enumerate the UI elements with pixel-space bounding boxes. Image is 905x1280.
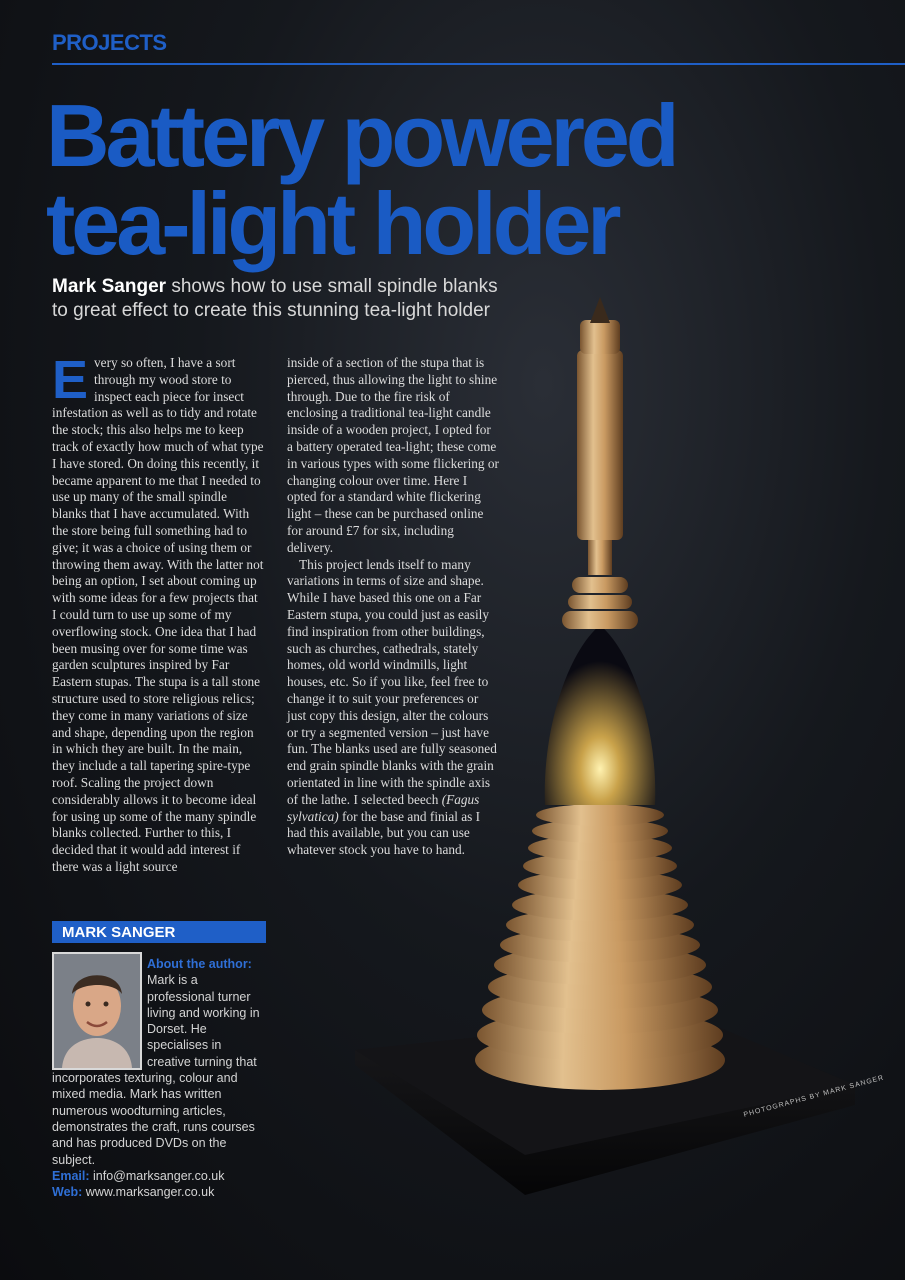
pierced-dome <box>545 625 656 805</box>
web-value[interactable]: www.marksanger.co.uk <box>82 1185 215 1200</box>
about-text: Mark is a professional turner living and working in Dorset. He specialises in creative turning that incorporates texturing, colour and mixed media. Mark has written numerous woodturning articles, demonstrates the craft, runs courses and has produced DVDs on the subject. <box>52 973 260 1167</box>
photo-credit: PHOTOGRAPHS BY MARK SANGER <box>743 1074 886 1119</box>
body-column-2 <box>287 355 499 859</box>
section-label: PROJECTS <box>52 30 167 55</box>
latin-name: (Fagus sylvatica) <box>287 791 480 824</box>
article-title: Battery powered tea-light holder <box>46 86 676 273</box>
email-label: Email: <box>52 1168 90 1183</box>
about-label: About the author: <box>147 957 252 971</box>
column-1-text: very so often, I have a sort through my wood store to inspect each piece for insect infestation as well as to tidy and rotate the stock; this also helps me to keep track of exactly how much of what type I have stored. On doing this recently, it became apparent to me that I needed to use up many of the small spindle blanks that I have accumulated. With the store being full something had to give; it was a choice of using them or throwing them away. With the latter not being an option, I set about coming up with some ideas for a few projects that I could turn to use up some of my overflowing stock. One idea that I had been musing over for some time was garden sculptures inspired by Far Eastern stupas. The stupa is a tall stone structure used to store religious relics; they come in many variations of size and shape, depending upon the region in which they are built. In the main, they include a tall tapering spire-type roof. Scaling the project down considerably allows it to become ideal for using up some of the many spindle blanks collected. Further to this, I decided that it would add interest if there was a light source <box>52 355 264 874</box>
header-rule <box>52 63 905 65</box>
bio-name: MARK SANGER <box>62 924 176 941</box>
column-2-paragraph-2: This project lends itself to many variations in terms of size and shape. While I have based this one on a Far Eastern stupa, you could just as easily find inspiration from other buildings, such as churches, cathedrals, stately homes, old world windmills, light houses, etc. So if you like, feel free to change it to suit your preferences or just copy this design, alter the colours or try a segmented version – just have fun. The blanks used are fully seasoned end grain spindle blanks with the grain orientated in line with the spindle axis of the lathe. I selected beech (Fagus sylvatica) for the base and finial as I had this available, but you can use whatever stock you have to hand. <box>287 556 497 858</box>
standfirst-text: shows how to use small spindle blanks to great effect to create this stunning tea-light holder <box>52 276 498 321</box>
drop-cap: E <box>52 350 89 410</box>
stacked-rings <box>475 804 725 1090</box>
author-photo <box>52 952 142 1070</box>
web-label: Web: <box>52 1185 83 1200</box>
standfirst-author: Mark Sanger <box>52 276 167 297</box>
spire <box>562 297 638 629</box>
body-column-1 <box>52 350 264 876</box>
column-2-paragraph-1: inside of a section of the stupa that is pierced, thus allowing the light to shine through. Due to the fire risk of enclosing a traditional tea-light candle inside of a wooden project, I opted for a battery operated tea-light; these come in various types with some flickering or changing colour over time. Here I opted for a standard white flickering light – these can be purchased online for around £7 for six, including delivery. <box>287 355 499 555</box>
email-value[interactable]: info@marksanger.co.uk <box>89 1168 225 1183</box>
